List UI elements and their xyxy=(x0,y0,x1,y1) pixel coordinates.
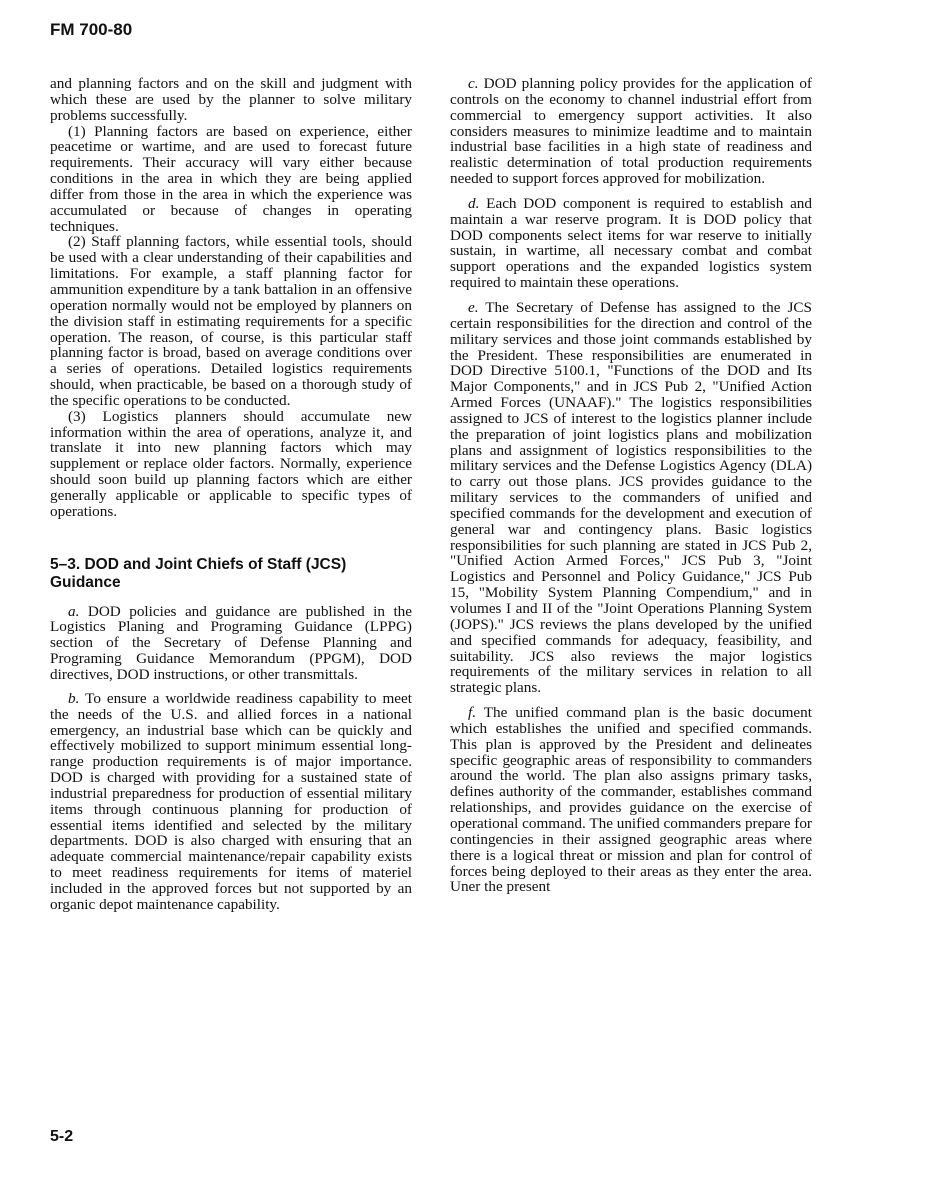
paragraph-d-lead: d. xyxy=(468,194,480,212)
paragraph-b xyxy=(50,691,412,913)
paragraph-e-text: The Secretary of Defense has assigned to the JCS certain responsibilities for the direction and control of the military services and those joint commands established by the President. These responsibilities are enumerated in DOD Directive 5100.1, "Functions of the DOD and Its Major Components," and in JCS Pub 2, "Unified Action Armed Forces (UNAAF)." The logistics responsibilities assigned to JCS of interest to the logistics planner include the preparation of joint logistics plans and mobilization plans and assignment of logistics responsibilities to the military services and the Defense Logistics Agency (DLA) to carry out those plans. JCS provides guidance to the military services to the commanders of unified and specified commands for the development and execution of general war and contingency plans. Basic logistics responsibilities for such planning are stated in JCS Pub 2, "Unified Action Armed Forces," JCS Pub 3, "Joint Logistics and Personnel and Policy Guidance," JCS Pub 15, "Mobility System Planning Compendium," and in volumes I and II of the "Joint Operations Planning System (JOPS)." JCS reviews the plans developed by the unified and specified commands for adequacy, feasibility, and suitability. JCS also reviews the major logistics requirements of the military services in relation to all strategic plans. xyxy=(450,298,812,697)
paragraph-c-lead: c. xyxy=(468,75,479,92)
paragraph-3: (3) Logistics planners should accumulate new information within the area of operations, analyze it, and translate it into new planning factors which may supplement or replace older factors. Normally, experience should soon build up planning factors which are either generally applicable or applicable to specific types of operations. xyxy=(50,407,412,520)
document-id-header: FM 700-80 xyxy=(50,20,133,39)
paragraph-1: (1) Planning factors are based on experience, either peacetime or wartime, and are used to forecast future requirements. Their accuracy will vary either because conditions in the area in which they are being applied differ from those in the area in which the experience was accumulated or because of changes in operating techniques. xyxy=(50,122,412,235)
paragraph-f-lead: f. xyxy=(468,704,477,722)
page-number: 5-2 xyxy=(50,1128,74,1145)
paragraph-e-lead: e. xyxy=(468,298,479,316)
right-column xyxy=(450,76,812,895)
paragraph-c-text: DOD planning policy provides for the application of controls on the economy to channel industrial effort from commercial to emergency support activities. It also considers measures to minimize leadtime and to maintain industrial base facilities in a high state of readiness and realistic determination of total production requirements needed to support forces approved for mobilization. xyxy=(450,75,812,188)
left-column xyxy=(50,76,412,913)
paragraph-b-text: To ensure a worldwide readiness capability to meet the needs of the U.S. and allied forces in a national emergency, an industrial base which can be quickly and effectively mobilized to support minimum essential long-range production requirements is of major importance. DOD is charged with providing for a sustained state of industrial preparedness for production of essential military items through continuous planning for production of essential items identified and selected by the military departments. DOD is also charged with ensuring that an adequate commercial maintenance/repair capability exists to meet readiness requirements for items of materiel included in the approved forces but not supported by an organic depot maintenance capability. xyxy=(50,689,412,913)
paragraph-c xyxy=(450,76,812,187)
paragraph-a-text: DOD policies and guidance are published in the Logistics Planing and Programing Guidance (LPPG) section of the Secretary of Defense Planning and Programing Guidance Memorandum (PPGM), DOD directives, DOD instructions, or other transmittals. xyxy=(50,602,412,683)
section-heading-5-3: 5–3. DOD and Joint Chiefs of Staff (JCS) Guidance xyxy=(50,555,347,591)
paragraph-d xyxy=(450,196,812,291)
paragraph-a-lead: a. xyxy=(68,602,80,620)
intro-paragraph: and planning factors and on the skill and judgment with which these are used by the planner to solve military problems successfully. xyxy=(50,75,412,124)
paragraph-e xyxy=(450,300,812,696)
paragraph-a xyxy=(50,604,412,683)
paragraph-b-lead: b. xyxy=(68,689,80,707)
paragraph-d-text: Each DOD component is required to establish and maintain a war reserve program. It is DOD policy that DOD components select items for war reserve to initially sustain, in wartime, all necessary combat and combat support operations and the expanded logistics system required to maintain these operations. xyxy=(450,194,812,292)
paragraph-f xyxy=(450,705,812,895)
paragraph-f-text: The unified command plan is the basic document which establishes the unified and specified commands. This plan is approved by the President and delineates specific geographic areas of responsibility to commanders around the world. The plan also assigns primary tasks, defines authority of the commander, establishes command relationships, and provides guidance on the exercise of operational command. The unified commanders prepare for contingencies in their assigned geographic areas where there is a logical threat or mission and plan for control of forces being deployed to their areas as they enter the area. Uner the present xyxy=(450,704,812,896)
paragraph-2: (2) Staff planning factors, while essential tools, should be used with a clear understanding of their capabilities and limitations. For example, a staff planning factor for ammunition expenditure by a tank battalion in an offensive operation normally would not be employed by planners on the division staff in estimating requirements for a specific operation. The reason, of course, is this particular staff planning factor is broad, based on average conditions over a series of operations. Detailed logistics requirements should, when practicable, be based on a thorough study of the specific operations to be conducted. xyxy=(50,233,412,409)
